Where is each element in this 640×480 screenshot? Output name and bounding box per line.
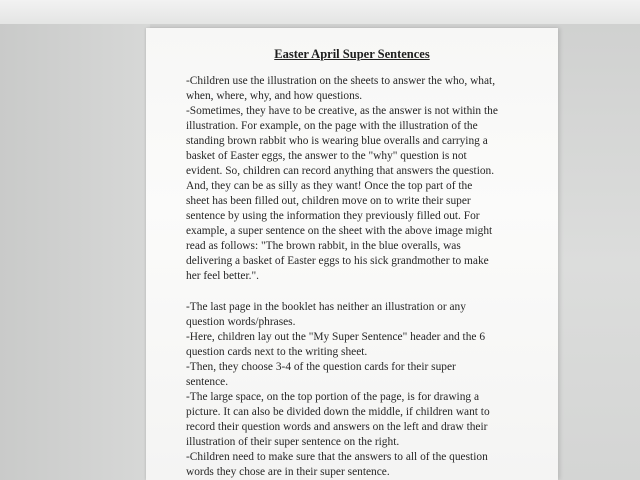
text-line: And, they can be as silly as they want! Once the top part of the: [186, 180, 473, 192]
text-line: words they chose are in their super sentence.: [186, 466, 390, 478]
text-line: -Here, children lay out the "My Super Sentence" header and the 6: [186, 331, 486, 343]
text-line: record their question words and answers on the left and draw their: [186, 421, 488, 433]
section-instructions: [186, 74, 531, 284]
text-line: illustration. For example, on the page with the illustration of the: [186, 120, 478, 132]
text-line: question cards next to the writing sheet.: [186, 346, 368, 358]
paragraph-gap: [186, 284, 531, 300]
wall-shadow: [0, 0, 150, 480]
text-line: -Children need to make sure that the answers to all of the question: [186, 451, 488, 463]
text-line: standing brown rabbit who is wearing blue overalls and carrying a: [186, 135, 488, 147]
text-line: -The last page in the booklet has neither an illustration or any: [186, 301, 466, 313]
text-line: -Children use the illustration on the sheets to answer the who, what,: [186, 75, 496, 87]
text-line: -The large space, on the top portion of the page, is for drawing a: [186, 391, 480, 403]
text-line: sentence by using the information they previously filled out. For: [186, 210, 480, 222]
document-title: Easter April Super Sentences: [274, 47, 430, 61]
text-line: sheet has been filled out, children move on to write their super: [186, 195, 471, 207]
text-line: illustration of their super sentence on the right.: [186, 436, 400, 448]
top-strip: [0, 0, 640, 24]
text-line: when, where, why, and how questions.: [186, 90, 363, 102]
text-line: question words/phrases.: [186, 316, 296, 328]
text-line: example, a super sentence on the sheet with the above image might: [186, 225, 493, 237]
text-line: -Sometimes, they have to be creative, as the answer is not within the: [186, 105, 498, 117]
text-line: delivering a basket of Easter eggs to his sick grandmother to make: [186, 255, 489, 267]
text-line: sentence.: [186, 376, 229, 388]
text-line: picture. It can also be divided down the middle, if children want to: [186, 406, 490, 418]
section-last-page: [186, 300, 531, 480]
text-line: her feel better.".: [186, 270, 259, 282]
paper-sheet: [146, 28, 558, 480]
text-line: evident. So, children can record anything that answers the question.: [186, 165, 495, 177]
document-body: [186, 74, 531, 480]
text-line: read as follows: "The brown rabbit, in the blue overalls, was: [186, 240, 461, 252]
text-line: -Then, they choose 3-4 of the question cards for their super: [186, 361, 456, 373]
text-line: basket of Easter eggs, the answer to the "why" question is not: [186, 150, 467, 162]
